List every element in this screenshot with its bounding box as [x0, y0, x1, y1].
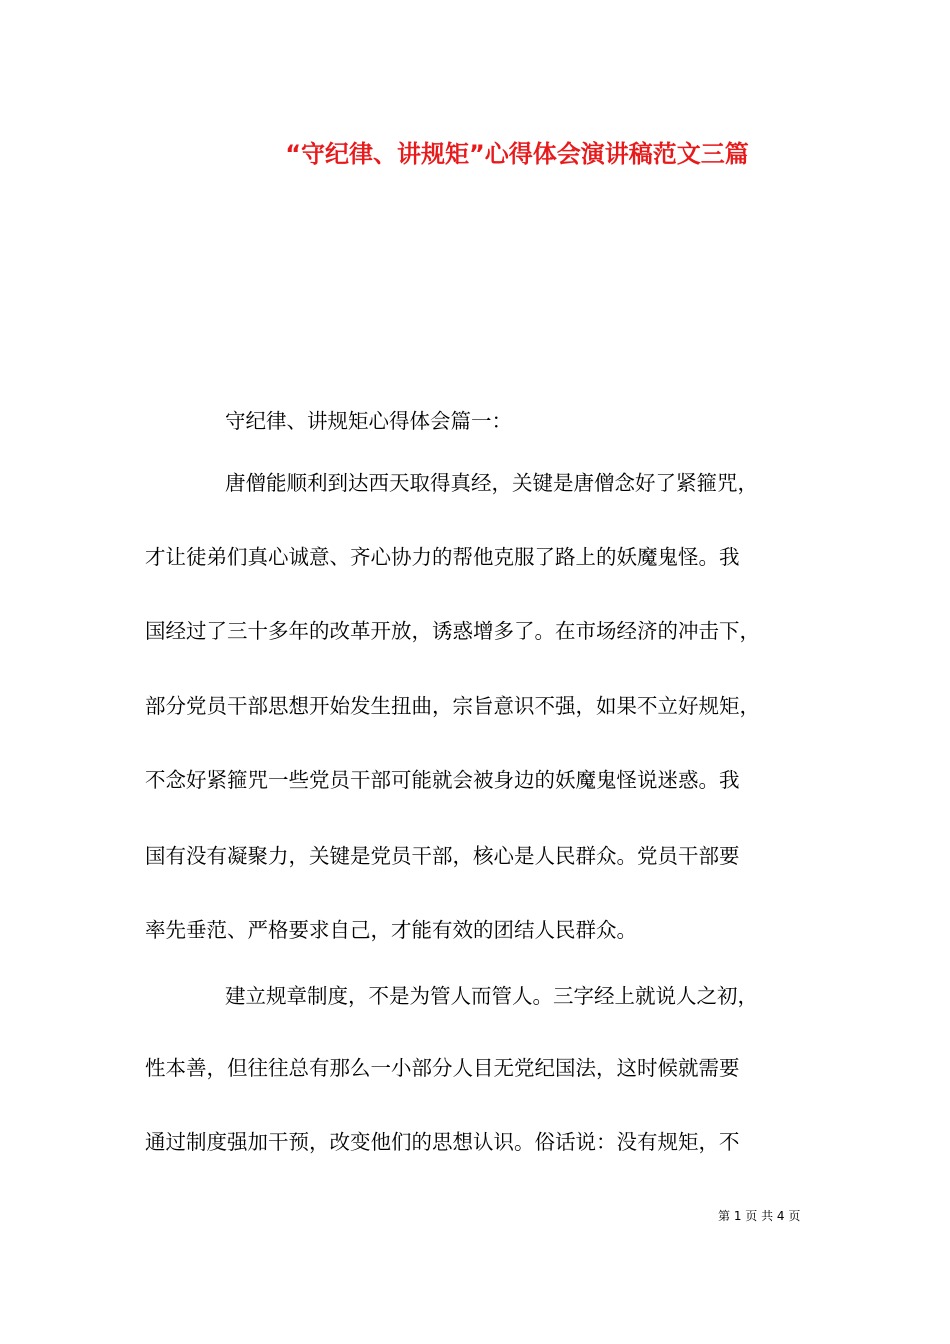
- paragraph-line: 率先垂范、严格要求自己，才能有效的团结人民群众。: [145, 918, 637, 942]
- document-title: “守纪律、讲规矩”心得体会演讲稿范文三篇: [285, 140, 749, 168]
- paragraph-line: 不念好紧箍咒一些党员干部可能就会被身边的妖魔鬼怪说迷惑。我: [145, 768, 740, 792]
- paragraph-line: 性本善，但往往总有那么一小部分人目无党纪国法，这时候就需要: [145, 1056, 740, 1080]
- section-heading: 守纪律、讲规矩心得体会篇一：: [225, 409, 512, 433]
- paragraph-line: 国经过了三十多年的改革开放，诱惑增多了。在市场经济的冲击下，: [145, 619, 760, 643]
- paragraph-line: 国有没有凝聚力，关键是党员干部，核心是人民群众。党员干部要: [145, 844, 740, 868]
- page-number: 第 1 页 共 4 页: [718, 1209, 801, 1223]
- paragraph-line: 才让徒弟们真心诚意、齐心协力的帮他克服了路上的妖魔鬼怪。我: [145, 545, 740, 569]
- paragraph-line: 唐僧能顺利到达西天取得真经，关键是唐僧念好了紧箍咒，: [225, 471, 758, 495]
- paragraph-line: 建立规章制度，不是为管人而管人。三字经上就说人之初，: [225, 984, 758, 1008]
- paragraph-line: 通过制度强加干预，改变他们的思想认识。俗话说：没有规矩，不: [145, 1130, 740, 1154]
- paragraph-line: 部分党员干部思想开始发生扭曲，宗旨意识不强，如果不立好规矩，: [145, 694, 760, 718]
